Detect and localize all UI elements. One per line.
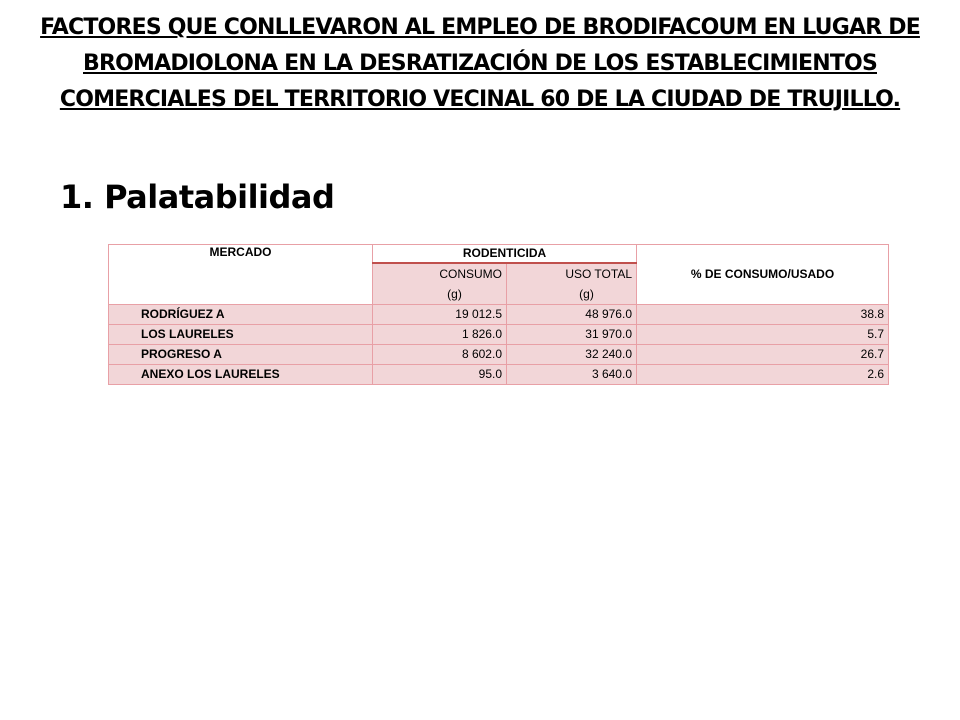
header-uso-total-unit: (g) <box>579 286 594 301</box>
cell-consumo: 1 826.0 <box>373 324 507 344</box>
header-uso-total <box>507 263 637 305</box>
cell-uso-total: 3 640.0 <box>507 364 637 384</box>
table-row <box>109 364 889 384</box>
cell-porcentaje: 26.7 <box>637 344 889 364</box>
table-row <box>109 304 889 324</box>
header-consumo-unit: (g) <box>447 286 462 301</box>
cell-consumo: 95.0 <box>373 364 507 384</box>
cell-uso-total: 31 970.0 <box>507 324 637 344</box>
cell-porcentaje: 5.7 <box>637 324 889 344</box>
cell-mercado: ANEXO LOS LAURELES <box>109 364 373 384</box>
cell-porcentaje: 2.6 <box>637 364 889 384</box>
header-uso-total-label: USO TOTAL <box>565 266 632 281</box>
table-row <box>109 344 889 364</box>
header-consumo-label: CONSUMO <box>439 266 502 281</box>
cell-mercado: LOS LAURELES <box>109 324 373 344</box>
cell-mercado: PROGRESO A <box>109 344 373 364</box>
cell-mercado: RODRÍGUEZ A <box>109 304 373 324</box>
page-title: FACTORES QUE CONLLEVARON AL EMPLEO DE BRODIFACOUM EN LUGAR DE BROMADIOLONA EN LA DESRATIZACIÓN DE LOS ESTABLECIMIENTOS COMERCIALES DEL TERRITORIO VECINAL 60 DE LA CIUDAD DE TRUJILLO. <box>40 15 920 112</box>
cell-consumo: 8 602.0 <box>373 344 507 364</box>
cell-uso-total: 32 240.0 <box>507 344 637 364</box>
header-consumo <box>373 263 507 305</box>
cell-uso-total: 48 976.0 <box>507 304 637 324</box>
header-mercado: MERCADO <box>109 245 373 305</box>
data-table <box>108 244 889 385</box>
cell-porcentaje: 38.8 <box>637 304 889 324</box>
header-rodenticida: RODENTICIDA <box>373 245 637 263</box>
section-heading: 1. Palatabilidad <box>60 178 335 216</box>
cell-consumo: 19 012.5 <box>373 304 507 324</box>
table-row <box>109 324 889 344</box>
header-porcentaje: % DE CONSUMO/USADO <box>637 245 889 305</box>
